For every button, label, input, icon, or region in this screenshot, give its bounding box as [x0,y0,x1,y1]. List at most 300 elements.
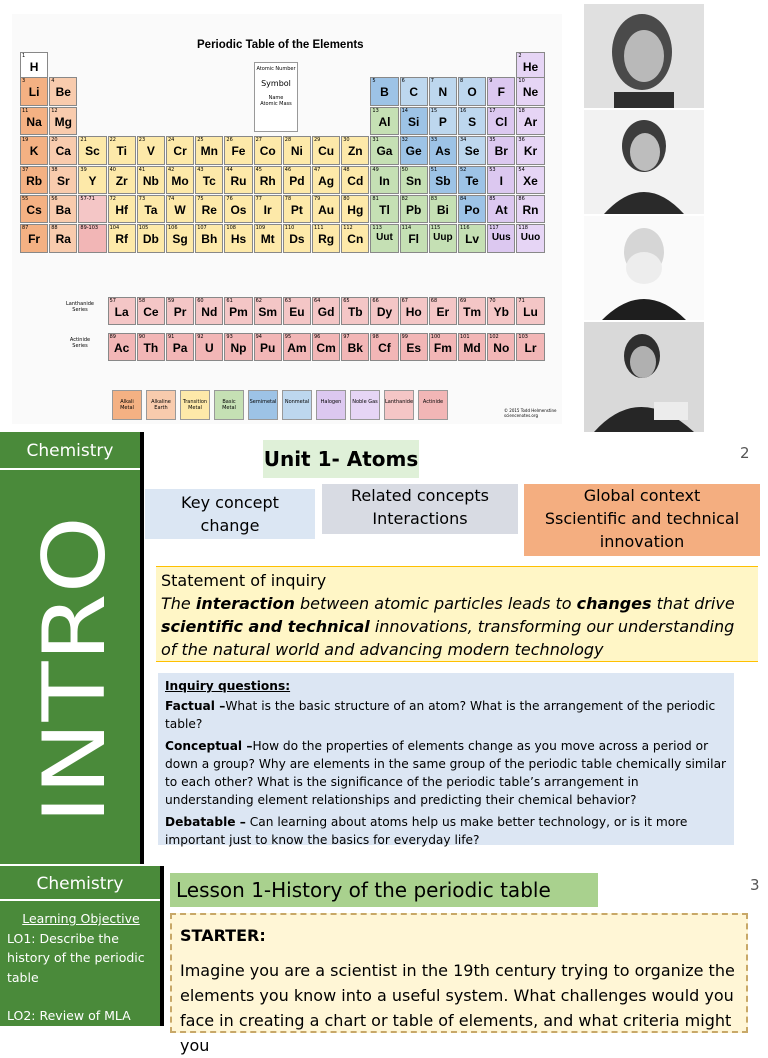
conceptual-label: Conceptual – [165,739,253,753]
scientist-portrait-3 [584,216,704,320]
element-symbol: Hf [115,203,129,217]
element-number: 110 [284,225,295,232]
element-symbol: Ca [55,144,71,159]
element-symbol: B [380,85,389,100]
element-number: 27 [255,137,262,144]
element-symbol: Au [318,203,335,217]
element-number: 70 [489,298,496,304]
element-number: 8 [460,78,464,85]
element-number: 102 [489,334,499,340]
element-symbol: Uup [433,232,453,244]
element-number: 68 [430,298,438,304]
element-symbol: S [468,114,477,129]
element-symbol: Te [465,173,479,188]
element-symbol: Lu [523,305,538,319]
element-symbol: Y [88,173,97,188]
element-symbol: Kr [523,144,538,159]
statement-part: innovations, transforming our understanding of the natural world and advancing modern technology [161,617,735,659]
element-number: 91 [168,334,175,340]
element-symbol: Be [55,85,71,100]
element-number: 101 [460,334,470,340]
element-number: 103 [518,334,528,340]
starter-box [170,913,748,1055]
element-symbol: Cu [318,144,335,159]
learning-objective-2: LO2: Review of MLA [7,1008,131,1023]
element-number: 61 [226,298,233,304]
element-number: 31 [372,137,379,144]
element-number: 24 [168,137,175,144]
element-symbol: Mn [200,144,218,159]
slide3-sidebar-edge [160,866,164,1026]
element-symbol: Cm [316,341,336,355]
debatable-label: Debatable – [165,815,246,829]
element-number: 64 [314,298,321,304]
element-number: 45 [255,166,262,173]
element-number: 117 [489,225,499,232]
element-number: 59 [168,298,175,304]
element-symbol: Cs [26,203,42,217]
element-symbol: Pm [229,305,248,319]
element-number: 82 [401,196,408,202]
element-symbol: Ge [405,144,422,159]
key-atomic-mass: Atomic Mass [260,101,292,108]
element-symbol: Th [143,341,159,355]
element-number: 92 [197,334,204,340]
element-symbol: Lv [465,232,480,247]
element-number: 95 [284,334,292,340]
element-symbol: Zr [115,173,128,188]
related-concepts-box [322,484,518,534]
element-number: 28 [284,137,292,144]
element-number: 7 [430,78,434,85]
element-symbol: Pr [173,305,187,319]
element-symbol: Rf [115,232,129,247]
element-symbol: Rh [259,173,276,188]
element-number: 5 [372,78,376,85]
element-symbol: P [438,114,447,129]
starter-text: Imagine you are a scientist in the 19th century trying to organize the elements you know into a useful system. What challenges would you face in creating a chart or table of elements, and what criteria might you [180,961,735,1055]
element-number: 107 [197,225,207,232]
element-number: 112 [343,225,353,232]
element-number: 90 [138,334,146,340]
statement-part: that drive [651,594,735,613]
element-number: 52 [460,166,467,173]
global-context-heading: Global context [583,486,701,505]
element-number: 89 [109,334,116,340]
element-symbol: Bk [347,341,363,355]
element-number: 9 [489,78,493,85]
element-number: 84 [460,196,467,202]
element-symbol: Zn [347,144,363,159]
element-number: 20 [51,137,58,144]
element-number: 78 [284,196,292,202]
element-number: 37 [22,166,29,173]
element-symbol: Ce [143,305,159,319]
element-symbol: Ag [318,173,335,188]
element-number: 76 [226,196,233,202]
periodic-table-title: Periodic Table of the Elements [197,39,364,51]
element-number: 79 [314,196,321,202]
element-symbol: Lr [524,341,537,355]
element-number: 43 [197,166,204,173]
element-symbol: Yb [493,305,509,319]
learning-objective-heading: Learning Objective [22,911,140,926]
legend-swatch: Lanthanide [384,390,414,420]
element-symbol: Am [287,341,307,355]
scientist-portrait-1 [584,4,704,108]
element-number: 50 [401,166,408,173]
statement-text [161,592,753,661]
element-number: 15 [430,107,438,114]
element-number: 109 [255,225,266,232]
slide3-sidebar-divider [0,899,160,901]
element-symbol: Br [494,144,508,159]
element-symbol: Pu [260,341,276,355]
element-symbol: Eu [289,305,305,319]
element-symbol: Ta [144,203,158,217]
scientist-portrait-4 [584,322,704,432]
element-symbol: Na [26,114,42,129]
lesson-title: Lesson 1-History of the periodic table [170,873,598,907]
element-number: 21 [80,137,87,144]
element-number: 73 [138,196,146,202]
legend-swatch: Noble Gas [350,390,380,420]
element-number: 17 [489,107,496,114]
element-number: 33 [430,137,438,144]
element-number: 65 [343,298,350,304]
element-symbol: K [29,144,39,159]
scientist-portrait-2 [584,110,704,214]
periodic-table-image [12,14,562,424]
element-symbol: Pd [289,173,305,188]
element-symbol: Dy [376,305,393,319]
legend-swatch: Alkaline Earth [146,390,176,420]
statement-bold: changes [576,594,652,613]
element-symbol: Rb [26,173,43,188]
element-symbol: Uut [376,232,393,244]
element-number: 48 [343,166,350,173]
element-symbol: Es [406,341,422,355]
element-number: 75 [197,196,204,202]
element-number: 74 [168,196,175,202]
element-symbol: Ga [376,144,393,159]
element-symbol: Sn [406,173,422,188]
element-symbol: Ti [116,144,127,159]
element-symbol: Db [142,232,159,247]
element-number: 62 [255,298,262,304]
element-number: 69 [460,298,467,304]
element-number: 85 [489,196,496,202]
element-symbol: Nd [201,305,218,319]
element-symbol: Nb [142,173,159,188]
learning-objective-1: LO1: Describe the history of the periodic table [7,930,145,985]
key-concept-box [145,489,315,539]
element-symbol: Si [408,114,420,129]
legend-swatch: Alkali Metal [112,390,142,420]
element-number: 34 [460,137,467,144]
slide2-page-number: 2 [740,444,750,462]
element-number: 98 [372,334,379,340]
element-number: 38 [51,166,58,173]
element-number: 89-103 [80,225,99,232]
statement-of-inquiry [156,566,758,662]
element-symbol: Cl [495,114,508,129]
element-number: 100 [430,334,441,340]
factual-label: Factual – [165,699,226,713]
element-number: 47 [314,166,321,173]
element-symbol: Se [464,144,480,159]
element-number: 118 [518,225,528,232]
learning-objectives [7,909,155,1026]
element-number: 72 [109,196,116,202]
statement-part: between atomic particles leads to [294,594,577,613]
element-symbol: Ni [290,144,303,159]
element-symbol: No [493,341,510,355]
element-symbol: Cf [378,341,391,355]
element-number: 113 [372,225,382,232]
element-symbol: F [497,85,505,100]
element-symbol: Rg [318,232,335,247]
element-symbol: Fl [408,232,420,247]
element-symbol: Ru [230,173,247,188]
element-symbol: W [174,203,186,217]
slide3-sidebar-title: Chemistry [36,874,124,894]
element-symbol: Sb [435,173,451,188]
element-symbol: Cr [173,144,187,159]
element-number: 6 [401,78,405,85]
element-number: 26 [226,137,233,144]
element-symbol: Pa [172,341,188,355]
conceptual-question: How do the properties of elements change as you move across a period or down a group? Why are elements in the same group of the periodic table chemically similar to each other? What is the significance of the periodic table’s arrangement in understanding element relationships and predicting their chemical behavior? [165,739,727,807]
element-number: 104 [109,225,120,232]
element-symbol: Pb [406,203,422,217]
key-concept-heading: Key concept [181,493,279,512]
legend-swatch: Nonmetal [282,390,312,420]
element-symbol: Xe [523,173,538,188]
actinide-series-label: Actinide Series [69,337,91,349]
element-symbol: Ne [522,85,539,100]
element-number: 87 [22,225,29,232]
element-number: 29 [314,137,321,144]
element-number: 53 [489,166,496,173]
element-symbol: Hg [347,203,364,217]
related-concepts-heading: Related concepts [351,486,489,505]
slide2-sidebar-title: Chemistry [26,441,114,461]
element-symbol: Al [378,114,391,129]
statement-bold: scientific and technical [161,617,370,636]
element-symbol: N [438,85,448,100]
element-number: 36 [518,137,525,144]
element-symbol: Ar [523,114,538,129]
element-number: 23 [138,137,146,144]
element-number: 114 [401,225,412,232]
element-symbol: U [204,341,214,355]
element-number: 81 [372,196,379,202]
element-number: 67 [401,298,408,304]
element-symbol: Os [230,203,247,217]
element-symbol: Po [464,203,480,217]
periodic-table-credit: © 2015 Todd Helmenstine sciencenotes.org [504,408,557,418]
element-number: 63 [284,298,292,304]
element-symbol: In [379,173,390,188]
element-symbol: Sg [172,232,188,247]
element-number: 44 [226,166,233,173]
element-number: 32 [401,137,408,144]
element-number: 11 [22,107,29,114]
element-symbol: He [522,60,539,74]
portrait-2-image [584,110,704,214]
element-number: 22 [109,137,116,144]
element-symbol: Pt [290,203,303,217]
key-atomic-number: Atomic Number [256,66,296,72]
element-number: 46 [284,166,292,173]
element-number: 51 [430,166,438,173]
element-symbol: Md [463,341,481,355]
element-number: 88 [51,225,58,232]
lanthanide-series-label: Lanthanide Series [65,301,95,313]
inquiry-heading: Inquiry questions: [165,679,291,693]
factual-question: What is the basic structure of an atom? What is the arrangement of the periodic table? [165,699,716,731]
element-number: 55 [22,196,29,202]
element-number: 2 [518,53,522,59]
element-symbol: Uus [491,232,511,244]
element-number: 49 [372,166,379,173]
element-number: 60 [197,298,204,304]
element-number: 83 [430,196,438,202]
element-number: 108 [226,225,236,232]
portrait-4-image [584,322,704,432]
element-symbol: Gd [317,305,335,319]
element-symbol: Er [436,305,450,319]
element-number: 30 [343,137,350,144]
legend-swatch: Basic Metal [214,390,244,420]
element-symbol: Ac [114,341,130,355]
element-number: 97 [343,334,350,340]
element-symbol: Ra [55,232,71,247]
element-symbol: Uuo [520,232,541,244]
element-symbol: As [435,144,451,159]
element-number: 80 [343,196,350,202]
element-number: 13 [372,107,379,114]
element-number: 56 [51,196,58,202]
periodic-table-legend [12,14,562,424]
slide2-sidebar-edge [140,432,144,864]
element-number: 77 [255,196,262,202]
element-number: 94 [255,334,262,340]
element-number: 1 [22,53,26,59]
key-concept-value: change [200,516,260,535]
element-symbol: Tb [347,305,363,319]
element-number: 54 [518,166,525,173]
element-symbol: V [146,144,155,159]
element-number: 16 [460,107,467,114]
statement-part: The [161,594,196,613]
element-symbol: Ho [405,305,422,319]
element-number: 41 [138,166,146,173]
element-number: 115 [430,225,441,232]
element-symbol: Fr [28,232,41,247]
element-symbol: Sr [56,173,70,188]
element-symbol: Tl [379,203,390,217]
element-symbol: C [409,85,419,100]
slide2-sidebar-divider [0,468,140,470]
statement-bold: interaction [195,594,295,613]
element-number: 25 [197,137,204,144]
intro-vertical-title [10,505,130,835]
element-symbol: Sm [258,305,278,319]
element-symbol: At [494,203,508,217]
legend-swatch: Transition Metal [180,390,210,420]
element-number: 3 [22,78,26,85]
element-number: 18 [518,107,525,114]
portrait-1-image [584,4,704,108]
element-symbol: Co [259,144,276,159]
key-symbol: Symbol [261,78,291,88]
key-name: Name [268,94,284,101]
global-context-value-2: innovation [599,532,685,551]
element-number: 93 [226,334,233,340]
element-number: 14 [401,107,408,114]
element-symbol: Cd [347,173,364,188]
element-symbol: Ba [55,203,71,217]
legend-swatch: Semimetal [248,390,278,420]
portrait-3-image [584,216,704,320]
element-number: 4 [51,78,55,85]
element-symbol: I [499,173,503,188]
element-symbol: Tc [202,173,216,188]
element-number: 42 [168,166,175,173]
element-symbol: Bh [201,232,218,247]
element-symbol: H [29,60,39,74]
related-concepts-value: Interactions [372,509,468,528]
element-number: 111 [314,225,324,232]
element-symbol: Tm [463,305,482,319]
slide3-page-number: 3 [750,876,760,894]
starter-heading: STARTER: [180,926,266,945]
element-number: 66 [372,298,379,304]
legend-swatch: Actinide [418,390,448,420]
legend-swatch: Halogen [316,390,346,420]
intro-text: INTRO [25,554,125,824]
element-number: 96 [314,334,321,340]
element-symbol: O [467,85,477,100]
element-number: 105 [138,225,149,232]
element-number: 58 [138,298,146,304]
element-number: 35 [489,137,496,144]
element-symbol: Mo [171,173,189,188]
element-number: 57 [109,298,116,304]
element-symbol: Ds [289,232,305,247]
element-number: 10 [518,78,525,85]
element-number: 19 [22,137,29,144]
element-symbol: Li [28,85,40,100]
element-number: 39 [80,166,87,173]
element-number: 57-71 [80,196,95,202]
element-symbol: La [114,305,129,319]
element-symbol: Mt [260,232,275,247]
element-symbol: Rn [522,203,539,217]
element-symbol: Np [230,341,247,355]
element-number: 12 [51,107,58,114]
element-number: 99 [401,334,408,340]
statement-heading: Statement of inquiry [161,571,327,590]
element-number: 116 [460,225,470,232]
unit-title: Unit 1- Atoms [263,440,419,478]
element-symbol: Bi [436,203,449,217]
element-number: 106 [168,225,178,232]
element-number: 86 [518,196,525,202]
element-symbol: Re [201,203,217,217]
